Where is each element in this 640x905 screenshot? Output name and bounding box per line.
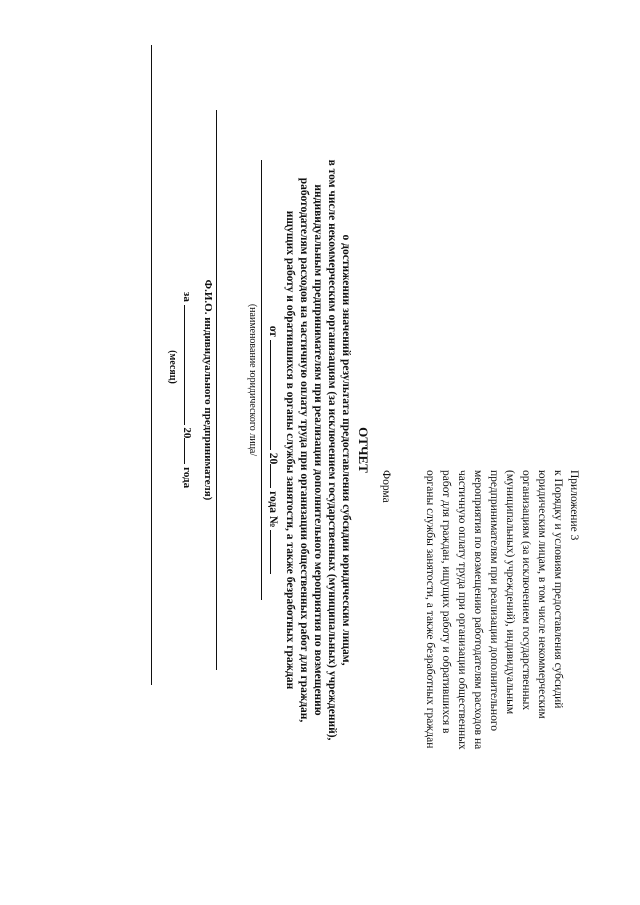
appendix-line: мероприятия по возмещению работодателям расходов на — [472, 470, 484, 750]
appendix-line: (муниципальных) учреждений), индивидуальным — [504, 470, 516, 715]
entrepreneur-name-line[interactable] — [216, 110, 217, 670]
appendix-line: предпринимателям при реализации дополнительного — [488, 470, 500, 732]
report-date-line — [266, 30, 282, 870]
report-subtitle-line: о достижении значений результата предоставления субсидии юридическим лицам, — [340, 234, 352, 666]
period-year-prefix: 20 — [181, 427, 193, 439]
appendix-line: работ для граждан, ищущих работу и обратившихся в — [440, 470, 452, 734]
report-subtitle-line: индивидуальным предпринимателям при реализации дополнительного мероприятия по возмещению — [312, 184, 324, 716]
appendix-block — [378, 470, 582, 870]
year-prefix: 20 — [267, 452, 279, 465]
period-year-suffix: года — [181, 467, 193, 489]
legal-entity-caption: (наименование юридического лица/ — [247, 303, 258, 457]
year-number-label: года № — [267, 491, 279, 528]
appendix-line: частичную оплату труда при организации общественных — [456, 470, 468, 750]
bottom-divider-line — [151, 45, 152, 685]
period-year-field[interactable] — [184, 438, 196, 464]
entrepreneur-caption: Ф.И.О. индивидуального предпринимателя) — [202, 279, 214, 501]
month-caption: (месяц) — [167, 350, 178, 384]
period-line — [181, 30, 196, 750]
period-prefix: за — [181, 291, 193, 302]
report-title: ОТЧЕТ — [356, 427, 371, 473]
period-month-field[interactable] — [184, 305, 196, 425]
report-heading — [266, 30, 372, 870]
date-day-month-field[interactable] — [270, 340, 282, 450]
year-field[interactable] — [270, 464, 282, 488]
report-number-field[interactable] — [270, 530, 282, 574]
report-subtitle-line: работодателям расходов на частичную оплату труда при организации общественных работ для граждан, — [298, 177, 310, 723]
appendix-line: к Порядку и условиям предоставления субсидий — [552, 470, 564, 709]
rotated-form-content — [40, 30, 600, 870]
appendix-line: юридическим лицам, в том числе некоммерческим — [536, 470, 548, 719]
form-label: Форма — [380, 470, 392, 503]
report-subtitle-line: ищущих работу и обратившихся в органы службы занятости, а также безработных граждан — [284, 210, 296, 690]
appendix-line: организациям (за исключением государственных — [520, 470, 532, 711]
report-subtitle-line: в том числе некоммерческим организациям (за исключением государственных (муниципальных) учреждений), — [326, 159, 338, 741]
appendix-number: Приложение 3 — [568, 470, 580, 541]
date-prefix: от — [267, 325, 279, 337]
legal-entity-name-line[interactable] — [261, 160, 262, 600]
appendix-line: органы службы занятости, а также безработных граждан — [424, 470, 436, 749]
